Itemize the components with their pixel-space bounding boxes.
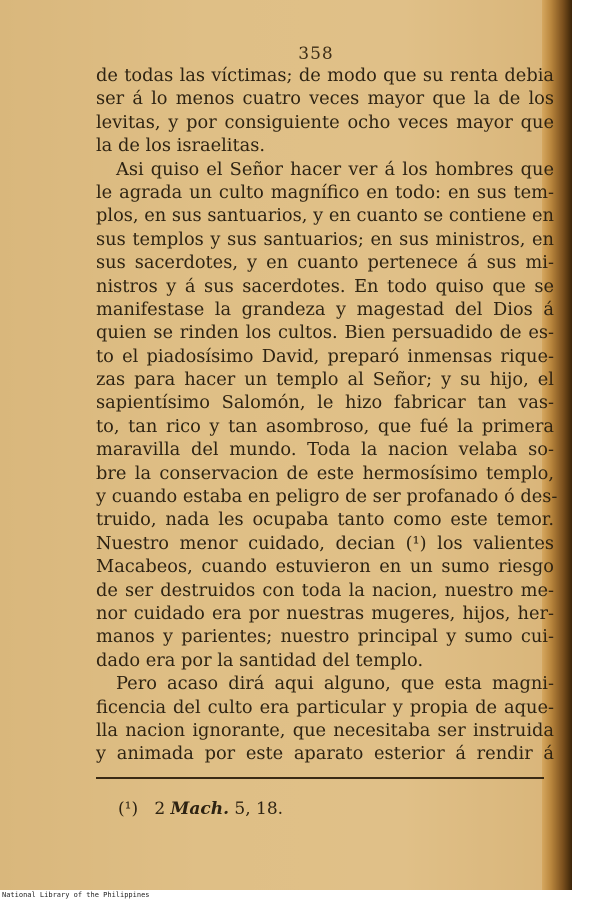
footnote-divider: [96, 777, 544, 779]
text-line: y cuando estaba en peligro de ser profanado ó des-: [96, 486, 558, 508]
text-line: sapientísimo Salomón, le hizo fabricar tan vas-: [96, 392, 554, 414]
text-line: Pero acaso dirá aqui alguno, que esta magni-: [116, 673, 554, 695]
footnote-mark: (¹): [118, 799, 139, 819]
library-credit: National Library of the Philippines: [2, 891, 150, 899]
text-line: ser á lo menos cuatro veces mayor que la de los: [96, 88, 554, 110]
body-text: [96, 64, 558, 766]
text-line: manos y parientes; nuestro principal y sumo cui-: [96, 626, 554, 648]
text-line: de todas las víctimas; de modo que su renta debia: [96, 65, 554, 86]
text-line: lla nacion ignorante, que necesitaba ser instruida: [96, 719, 554, 741]
page-number: 358: [298, 44, 334, 64]
text-line: quien se rinden los cultos. Bien persuadido de es-: [96, 322, 554, 344]
text-line: maravilla del mundo. Toda la nacion velaba so-: [96, 439, 554, 461]
text-line: le agrada un culto magnífico en todo: en sus tem-: [96, 181, 554, 203]
text-line: to, tan rico y tan asombroso, que fué la primera: [96, 415, 554, 437]
footnote-reference: 5, 18.: [234, 799, 284, 819]
text-line: nor cuidado era por nuestras mugeres, hijos, her-: [96, 602, 554, 624]
text-line: Nuestro menor cuidado, decian (¹) los valientes: [96, 532, 554, 554]
footnote-book: Mach.: [170, 799, 230, 819]
text-line: sus sacerdotes, y en cuanto pertenece á sus mi-: [96, 252, 554, 274]
text-line: la de los israelitas.: [96, 135, 266, 157]
text-line: plos, en sus santuarios, y en cuanto se contiene en: [96, 205, 554, 227]
text-line: Asi quiso el Señor hacer ver á los hombres que: [116, 158, 554, 180]
text-line: y animada por este aparato esterior á rendir á: [96, 743, 554, 765]
text-line: nistros y á sus sacerdotes. En todo quiso que se: [96, 275, 554, 297]
text-line: de ser destruidos con toda la nacion, nuestro me-: [96, 579, 554, 601]
text-line: Macabeos, cuando estuvieron en un sumo riesgo: [96, 556, 554, 578]
text-line: to el piadosísimo David, preparó inmensas rique-: [96, 345, 554, 367]
text-line: manifestase la grandeza y magestad del Dios á: [96, 298, 554, 320]
text-line: dado era por la santidad del templo.: [96, 649, 424, 671]
text-line: levitas, y por consiguiente ocho veces mayor que: [96, 111, 554, 133]
footnote-book-number: 2: [154, 799, 166, 819]
text-line: sus templos y sus santuarios; en sus ministros, en: [96, 228, 554, 250]
text-line: bre la conservacion de este hermosísimo templo,: [96, 462, 554, 484]
footnote: [118, 799, 283, 819]
text-line: truido, nada les ocupaba tanto como este temor.: [96, 509, 554, 531]
text-line: ficencia del culto era particular y propia de aque-: [96, 696, 554, 718]
text-line: zas para hacer un templo al Señor; y su hijo, el: [96, 369, 554, 391]
